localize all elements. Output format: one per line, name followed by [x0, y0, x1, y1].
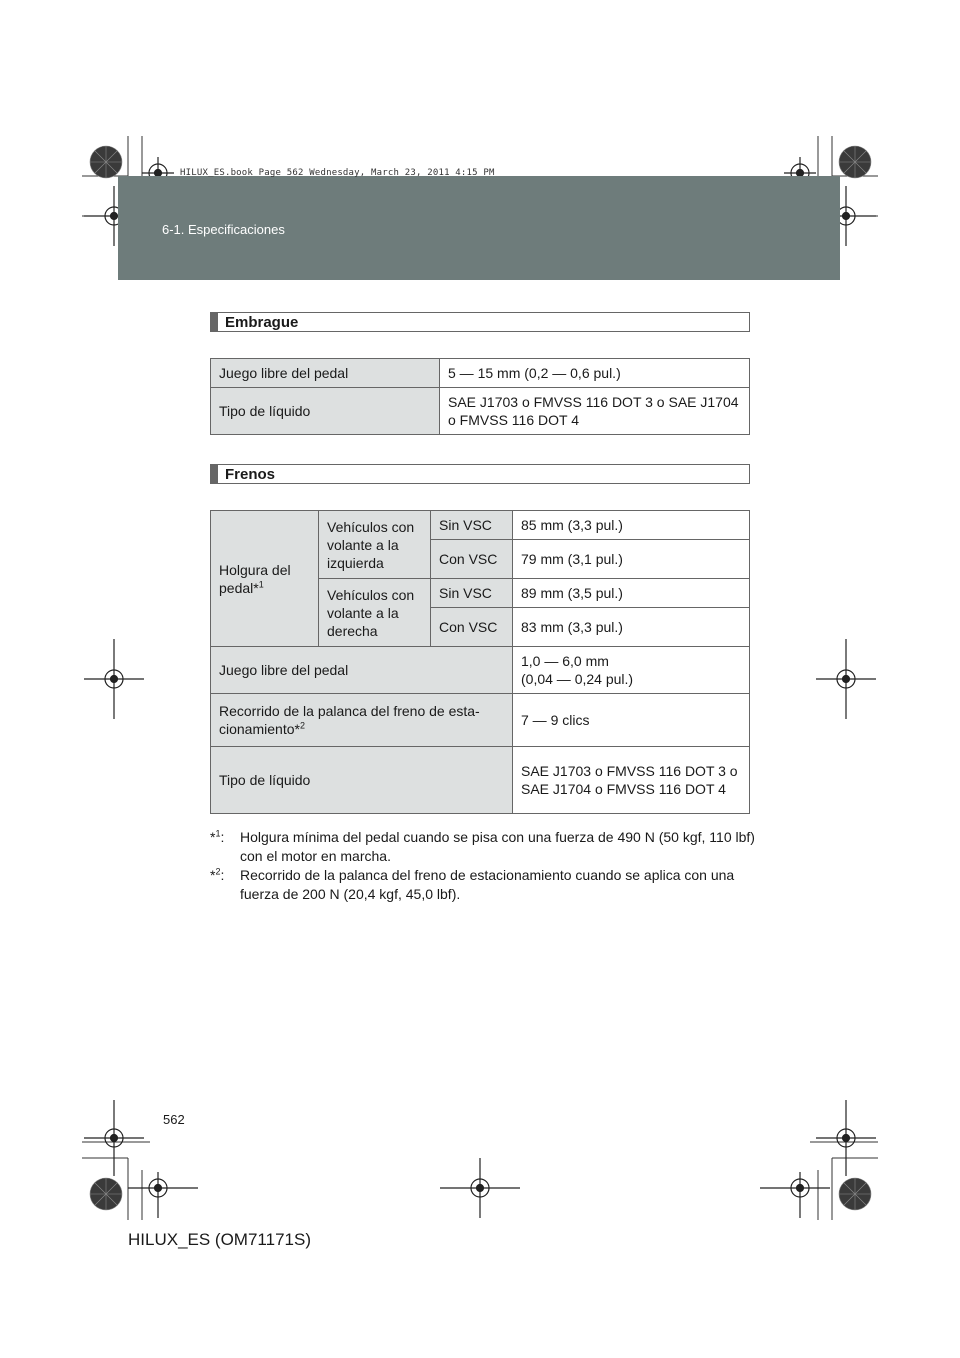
value-cell: 85 mm (3,3 pul.): [513, 511, 750, 540]
clutch-table: [210, 358, 750, 435]
footnotes: [210, 828, 755, 904]
group-label: Vehículos con volante a la derecha: [319, 579, 431, 647]
footnote-ref: 2: [299, 720, 305, 731]
footnote: [210, 828, 755, 866]
fluid-label: Tipo de líquido: [211, 747, 513, 814]
table-cell-label: Tipo de líquido: [211, 388, 440, 435]
value-cell: 83 mm (3,3 pul.): [513, 608, 750, 647]
brakes-title: Frenos: [225, 466, 276, 483]
brakes-heading: [210, 464, 750, 484]
table-row: [211, 511, 750, 540]
brakes-table: [210, 510, 750, 814]
footnote-key: *$^1$:: [210, 828, 225, 845]
footnote: [210, 866, 755, 904]
footnote-asterisk: *: [294, 721, 300, 737]
table-cell-value: SAE J1703 o FMVSS 116 DOT 3 o SAE J1704 o FMVSS 116 DOT 4: [440, 388, 750, 435]
footnote-asterisk: *: [253, 579, 259, 596]
footnote-text: Recorrido de la palanca del freno de estacionamiento cuando se aplica con una fuerza de 200 N (20,4 kgf, 45,0 lbf).: [240, 867, 735, 902]
section-label: 6-1. Especificaciones: [162, 222, 285, 237]
footnote-ref: 1: [258, 578, 264, 589]
parking-travel-label: [211, 694, 513, 747]
type-cell: Sin VSC: [431, 511, 513, 540]
type-cell: Con VSC: [431, 540, 513, 579]
free-play-label: Juego libre del pedal: [211, 647, 513, 694]
page-number: 562: [163, 1112, 185, 1127]
pedal-clearance-label: [211, 511, 319, 647]
type-cell: Con VSC: [431, 608, 513, 647]
parking-travel-text: Recorrido de la palanca del freno de esta-cionamiento: [219, 703, 480, 737]
table-cell-label: Juego libre del pedal: [211, 359, 440, 388]
clutch-title: Embrague: [225, 314, 299, 331]
table-row: [211, 747, 750, 814]
table-row: [211, 647, 750, 694]
value-cell: 79 mm (3,1 pul.): [513, 540, 750, 579]
heading-bar: [211, 465, 218, 483]
footnote-text: Holgura mínima del pedal cuando se pisa con una fuerza de 490 N (50 kgf, 110 lbf) con el motor en marcha.: [240, 829, 755, 864]
table-row: [211, 388, 750, 435]
type-cell: Sin VSC: [431, 579, 513, 608]
pedal-clearance-text: Holgura del pedal: [219, 561, 291, 596]
table-row: [211, 694, 750, 747]
footer-code: HILUX_ES (OM71171S): [128, 1230, 311, 1249]
free-play-value: [513, 647, 750, 694]
footnote-marker: 2: [215, 866, 221, 877]
free-play-value-line: (0,04 — 0,24 pul.): [521, 671, 634, 687]
clutch-heading: [210, 312, 750, 332]
footnote-marker: 1: [215, 828, 221, 839]
table-cell-value: 5 — 15 mm (0,2 — 0,6 pul.): [440, 359, 750, 388]
group-label: Vehículos con volante a la izquierda: [319, 511, 431, 579]
book-stamp: HILUX_ES.book Page 562 Wednesday, March 23, 2011 4:15 PM: [180, 168, 495, 178]
heading-bar: [211, 313, 218, 331]
table-row: [211, 359, 750, 388]
value-cell: 89 mm (3,5 pul.): [513, 579, 750, 608]
free-play-value-line: 1,0 — 6,0 mm: [521, 653, 609, 669]
parking-travel-value: 7 — 9 clics: [513, 694, 750, 747]
footnote-key: *$^2$:: [210, 866, 225, 883]
fluid-value: SAE J1703 o FMVSS 116 DOT 3 o SAE J1704 o FMVSS 116 DOT 4: [513, 747, 750, 814]
